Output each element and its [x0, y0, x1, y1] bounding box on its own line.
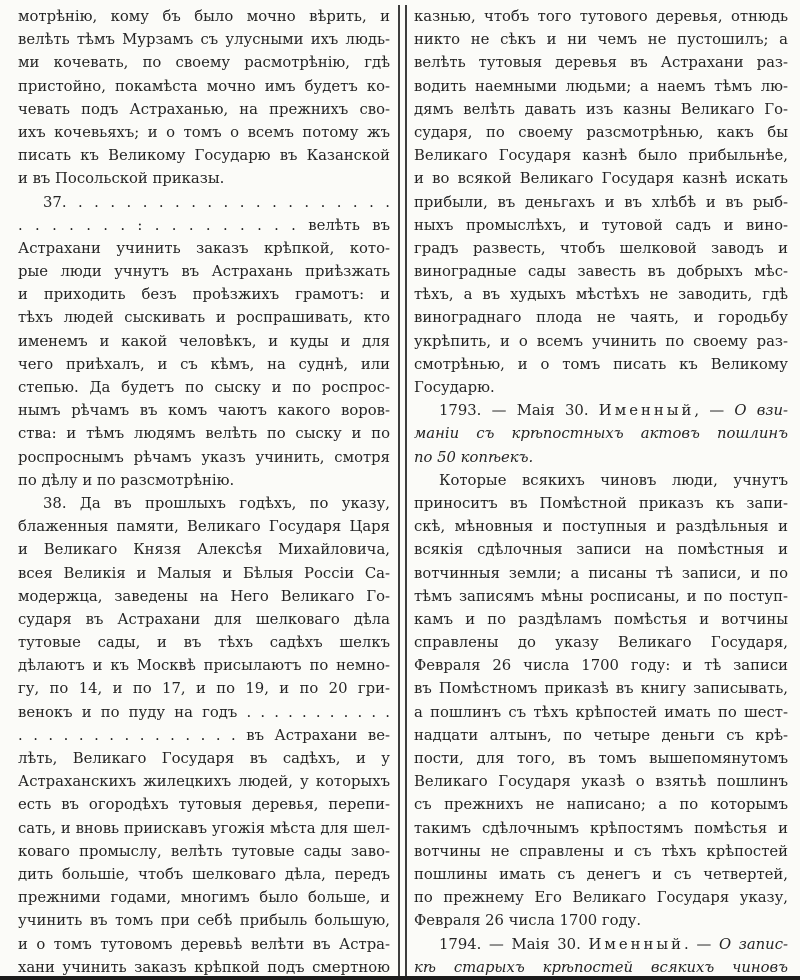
- text-line: справлены до указу Великаго Государя,: [414, 634, 788, 652]
- text-line: чевать подъ Астраханью, на прежнихъ сво-: [18, 100, 390, 118]
- text-line: блаженныя памяти, Великаго Государя Царя: [18, 518, 390, 536]
- text-line: дить большіе, чтобъ шелковаго дѣла, передъ: [18, 865, 390, 883]
- text-line: пошлины имать съ денегъ и съ четвертей,: [414, 865, 788, 883]
- text-line: прибыли, въ деньгахъ и въ хлѣбѣ и въ рыб-: [414, 193, 788, 211]
- text-line: 37. . . . . . . . . . . . . . . . . . . . .: [43, 193, 390, 211]
- text-line: Которые всякихъ чиновъ люди, учнутъ: [439, 471, 788, 489]
- text-line: кѣ старыхъ крѣпостей всякихъ чиновъ: [414, 958, 788, 976]
- text-line: казнью, чтобъ того тутового деревья, отнюдь: [414, 8, 788, 25]
- text-line: дямъ велѣть давать изъ казны Великаго Го-: [414, 100, 788, 118]
- text-line: по прежнему Его Великаго Государя указу,: [414, 889, 788, 907]
- text-line: Февраля 26 числа 1700 году.: [414, 912, 642, 930]
- text-line: учинить въ томъ при себѣ прибыль большую,: [18, 912, 390, 930]
- text-line: градъ развесть, чтобъ шелковой заводъ и: [414, 239, 788, 257]
- text-line: вотчинныя земли; а писаны тѣ записи, и по: [414, 564, 788, 582]
- text-line: и во всякой Великаго Государя казнѣ искать: [414, 170, 788, 188]
- text-line: Астрахани учинить заказъ крѣпкой, кото-: [18, 239, 390, 257]
- text-line: именемъ и какой человѣкъ, и куды и для: [18, 332, 390, 350]
- text-line: 38. Да въ прошлыхъ годѣхъ, по указу,: [43, 494, 390, 512]
- text-line: сударя, по своему разсмотрѣнью, какъ бы: [414, 123, 788, 141]
- text-line: ми кочевать, по своему расмотрѣнію, гдѣ: [18, 54, 390, 72]
- column-divider-rule: [398, 5, 407, 977]
- text-line: хани учинить заказъ крѣпкой подъ смертною: [18, 958, 390, 976]
- text-line: дѣлаютъ и къ Москвѣ присылаютъ по немно-: [18, 657, 390, 675]
- text-line: . . . . . . . : . . . . . . . . . велѣть въ: [18, 216, 390, 234]
- text-line: водить наемными людьми; а наемъ тѣмъ лю-: [414, 77, 788, 95]
- text-line: тѣхъ, а въ худыхъ мѣстѣхъ не заводить, гдѣ: [414, 286, 788, 304]
- text-line: Государю.: [414, 379, 495, 396]
- text-line: тутовые сады, и въ тѣхъ садѣхъ шелкъ: [18, 634, 390, 652]
- text-line: тѣхъ людей сыскивать и роспрашивать, кто: [18, 309, 390, 327]
- text-line: Февраля 26 числа 1700 году: и тѣ записи: [414, 657, 788, 675]
- text-line: венокъ и по пуду на годъ . . . . . . . . . . .: [18, 703, 390, 721]
- text-line: пристойно, покамѣста мочно имъ будетъ ко-: [18, 77, 390, 95]
- text-line: Астраханскихъ жилецкихъ людей, у которыхъ: [18, 773, 390, 791]
- text-line: укрѣпить, и о всемъ учинить по своему раз-: [414, 332, 788, 350]
- text-line: ныхъ промыслѣхъ, и тутовой садъ и вино-: [414, 216, 788, 234]
- text-line: роспроснымъ рѣчамъ указъ учинить, смотря: [18, 448, 390, 466]
- text-line: маніи съ крѣпостныхъ актовъ пошлинъ: [414, 425, 788, 443]
- text-line: писать къ Великому Государю въ Казанской: [18, 147, 390, 165]
- text-line: велѣть тутовыя деревья въ Астрахани раз-: [414, 54, 788, 72]
- text-line: въ Помѣстномъ приказѣ въ книгу записывать,: [414, 680, 788, 698]
- text-line: нымъ рѣчамъ въ комъ чаютъ какого воров-: [18, 402, 390, 420]
- text-line: чего приѣхалъ, и съ кѣмъ, на суднѣ, или: [18, 355, 390, 373]
- text-line: смотрѣнью, и о томъ писать къ Великому: [414, 355, 788, 373]
- text-line: 1793. — Маія 30. Именный, — О взи-: [439, 402, 788, 420]
- text-line: и приходить безъ проѣзжихъ грамотъ: и: [18, 286, 390, 304]
- text-line: . . . . . . . . . . . . . . . въ Астрахани ве-: [18, 726, 390, 744]
- text-line: велѣть тѣмъ Мурзамъ съ улусными ихъ людь-: [18, 31, 390, 49]
- text-line: Великаго Государя указѣ о взятьѣ пошлинъ: [414, 773, 788, 791]
- text-line: пости, для того, въ томъ вышепомянутомъ: [414, 750, 788, 767]
- text-line: и о томъ тутовомъ деревьѣ велѣти въ Астра-: [18, 935, 390, 953]
- text-line: такимъ сдѣлочнымъ крѣпостямъ помѣстья и: [414, 819, 788, 837]
- text-line: надцати алтынъ, по четыре деньги съ крѣ-: [414, 726, 788, 744]
- text-line: по дѣлу и по разсмотрѣнію.: [18, 471, 235, 489]
- text-line: сударя въ Астрахани для шелковаго дѣла: [18, 610, 390, 628]
- text-line: Великаго Государя казнѣ было прибыльнѣе,: [414, 147, 788, 165]
- text-line: виноградные сады завесть въ добрыхъ мѣс-: [414, 263, 788, 281]
- text-line: мотрѣнію, кому бъ было мочно вѣрить, и: [18, 8, 390, 25]
- text-line: съ прежнихъ не написано; а по которымъ: [414, 796, 788, 814]
- text-line: винограднаго плода не чаять, и городьбу: [414, 309, 788, 327]
- right-text-column: [414, 5, 788, 980]
- page-bottom-edge-shadow: [0, 976, 800, 980]
- text-line: прежними годами, многимъ было больше, и: [18, 889, 390, 907]
- text-line: лѣть, Великаго Государя въ садѣхъ, и у: [18, 750, 390, 767]
- text-line: вотчины не справлены и съ тѣхъ крѣпостей: [414, 842, 788, 860]
- text-line: ихъ кочевьяхъ; и о томъ о всемъ потому жъ: [18, 123, 390, 141]
- text-line: камъ и по раздѣламъ помѣстья и вотчины: [414, 610, 788, 628]
- text-line: гу, по 14, и по 17, и по 19, и по 20 гри-: [18, 680, 390, 698]
- text-line: никто не сѣкъ и ни чемъ не пустошилъ; а: [414, 31, 788, 49]
- text-line: а пошлинъ съ тѣхъ крѣпостей имать по шест-: [414, 703, 788, 721]
- text-line: ства: и тѣмъ людямъ велѣть по сыску и по: [18, 425, 390, 443]
- text-line: скѣ, мѣновныя и поступныя и раздѣльныя и: [414, 518, 788, 536]
- text-line: приноситъ въ Помѣстной приказъ къ запи-: [414, 494, 788, 512]
- text-line: есть въ огородѣхъ тутовыя деревья, перепи-: [18, 796, 390, 814]
- text-line: сать, и вновь приискавъ угожія мѣста для шел-: [18, 819, 390, 837]
- text-line: модержца, заведены на Него Великаго Го-: [18, 587, 390, 605]
- left-text-column: [18, 5, 390, 980]
- text-line: коваго промыслу, велѣть тутовые сады заво-: [18, 842, 390, 860]
- text-line: тѣмъ записямъ мѣны росписаны, и по поступ-: [414, 587, 788, 605]
- text-line: по 50 копѣекъ.: [414, 448, 534, 466]
- text-line: и въ Посольской приказы.: [18, 170, 225, 188]
- text-line: всея Великія и Малыя и Бѣлыя Россіи Са-: [18, 564, 390, 582]
- text-line: степью. Да будетъ по сыску и по роспрос-: [18, 379, 390, 396]
- text-line: рые люди учнутъ въ Астрахань приѣзжать: [18, 263, 390, 281]
- text-line: 1794. — Маія 30. Именный. — О запис-: [439, 935, 788, 953]
- text-line: и Великаго Князя Алексѣя Михайловича,: [18, 541, 390, 559]
- text-line: всякія сдѣлочныя записи на помѣстныя и: [414, 541, 788, 559]
